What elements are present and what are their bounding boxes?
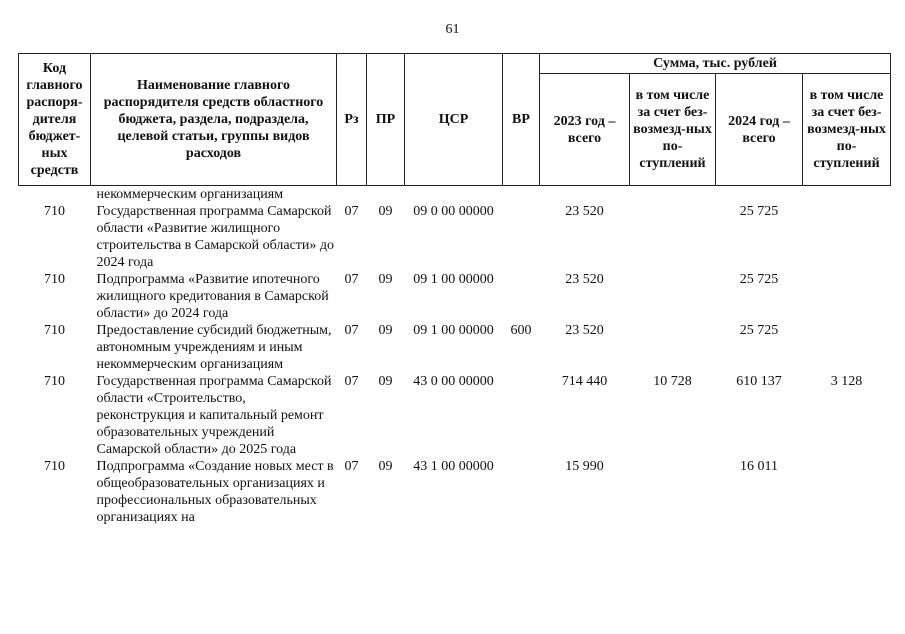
table-row <box>19 322 891 373</box>
cell-2023-free <box>630 186 716 204</box>
cell-rz <box>337 186 367 204</box>
table-row <box>19 373 891 458</box>
header-csr: ЦСР <box>405 54 503 186</box>
cell-pr: 09 <box>378 204 393 219</box>
cell-code: 710 <box>44 374 65 389</box>
cell-2023-total: 23 520 <box>565 323 604 338</box>
cell-2024-free <box>803 271 891 322</box>
cell-code: 710 <box>44 459 65 474</box>
cell-rz: 07 <box>344 459 359 474</box>
cell-2023-total: 714 440 <box>561 374 608 389</box>
cell-vr <box>503 203 540 271</box>
header-2024-total: 2024 год – всего <box>716 74 803 186</box>
page-number: 61 <box>445 22 460 37</box>
cell-name: Подпрограмма «Создание новых мест в общеобразовательных организациях и профессиональных образовательных организациях на <box>96 459 334 525</box>
header-sum-group: Сумма, тыс. рублей <box>540 54 891 74</box>
header-pr: ПР <box>367 54 405 186</box>
cell-name: Государственная программа Самарской области «Строительство, реконструкция и капитальный ремонт образовательных учреждений Самарской области» до 2025 года <box>96 374 332 457</box>
header-vr: ВР <box>503 54 540 186</box>
cell-name: Государственная программа Самарской области «Развитие жилищного строительства в Самарской области» до 2024 года <box>96 204 335 270</box>
cell-2024-free <box>803 458 891 526</box>
budget-table <box>18 53 891 526</box>
header-name: Наименование главного распорядителя средств областного бюджета, раздела, подраздела, целевой статьи, группы видов расходов <box>91 54 337 186</box>
header-2024-free: в том числе за счет без-возмезд-ных по-ступлений <box>803 74 891 186</box>
cell-pr <box>367 186 405 204</box>
header-2023-free: в том числе за счет без-возмезд-ных по-ступлений <box>630 74 716 186</box>
cell-pr: 09 <box>378 459 393 474</box>
cell-pr: 09 <box>378 323 393 338</box>
cell-pr: 09 <box>378 272 393 287</box>
cell-2023-free: 10 728 <box>653 374 692 389</box>
table-row <box>19 186 891 204</box>
cell-csr: 09 1 00 00000 <box>413 272 494 287</box>
cell-2023-total: 23 520 <box>565 204 604 219</box>
cell-2023-free <box>630 203 716 271</box>
cell-2024-free: 3 128 <box>830 374 863 389</box>
cell-2024-total: 16 011 <box>740 459 778 474</box>
cell-rz: 07 <box>344 323 359 338</box>
cell-2024-free <box>803 186 891 204</box>
cell-csr: 09 0 00 00000 <box>413 204 494 219</box>
cell-csr: 43 1 00 00000 <box>413 459 494 474</box>
cell-rz: 07 <box>344 204 359 219</box>
table-row <box>19 458 891 526</box>
cell-2023-total: 23 520 <box>565 272 604 287</box>
cell-vr: 600 <box>510 323 532 338</box>
cell-2024-free <box>803 203 891 271</box>
header-rz: Рз <box>337 54 367 186</box>
table-row <box>19 203 891 271</box>
cell-vr <box>503 458 540 526</box>
cell-2024-total: 610 137 <box>736 374 782 389</box>
cell-code: 710 <box>44 323 65 338</box>
cell-pr: 09 <box>378 374 393 389</box>
cell-csr: 09 1 00 00000 <box>413 323 494 338</box>
cell-2023-total: 15 990 <box>565 459 604 474</box>
cell-csr: 43 0 00 00000 <box>413 374 494 389</box>
cell-2023-total <box>540 186 630 204</box>
cell-csr <box>405 186 503 204</box>
cell-2024-free <box>803 322 891 373</box>
cell-2023-free <box>630 458 716 526</box>
table-body <box>19 186 891 527</box>
cell-rz: 07 <box>344 374 359 389</box>
cell-vr <box>503 271 540 322</box>
cell-2024-total: 25 725 <box>739 204 779 219</box>
cell-2023-free <box>630 322 716 373</box>
cell-name: Подпрограмма «Развитие ипотечного жилищного кредитования в Самарской области» до 2024 года <box>96 272 329 321</box>
cell-code: 710 <box>44 204 65 219</box>
cell-2024-total <box>716 186 803 204</box>
header-2023-total: 2023 год – всего <box>540 74 630 186</box>
cell-rz: 07 <box>344 272 359 287</box>
cell-vr <box>503 373 540 458</box>
cell-2023-free <box>630 271 716 322</box>
cell-name: некоммерческим организациям <box>96 187 284 202</box>
cell-name: Предоставление субсидий бюджетным, автономным учреждениям и иным некоммерческим организациям <box>96 323 332 372</box>
table-row <box>19 271 891 322</box>
cell-2024-total: 25 725 <box>739 272 779 287</box>
cell-2024-total: 25 725 <box>739 323 779 338</box>
cell-code <box>19 186 91 204</box>
header-code: Код главного распоря-дителя бюджет-ных средств <box>19 54 91 186</box>
cell-code: 710 <box>44 272 65 287</box>
cell-vr <box>503 186 540 204</box>
